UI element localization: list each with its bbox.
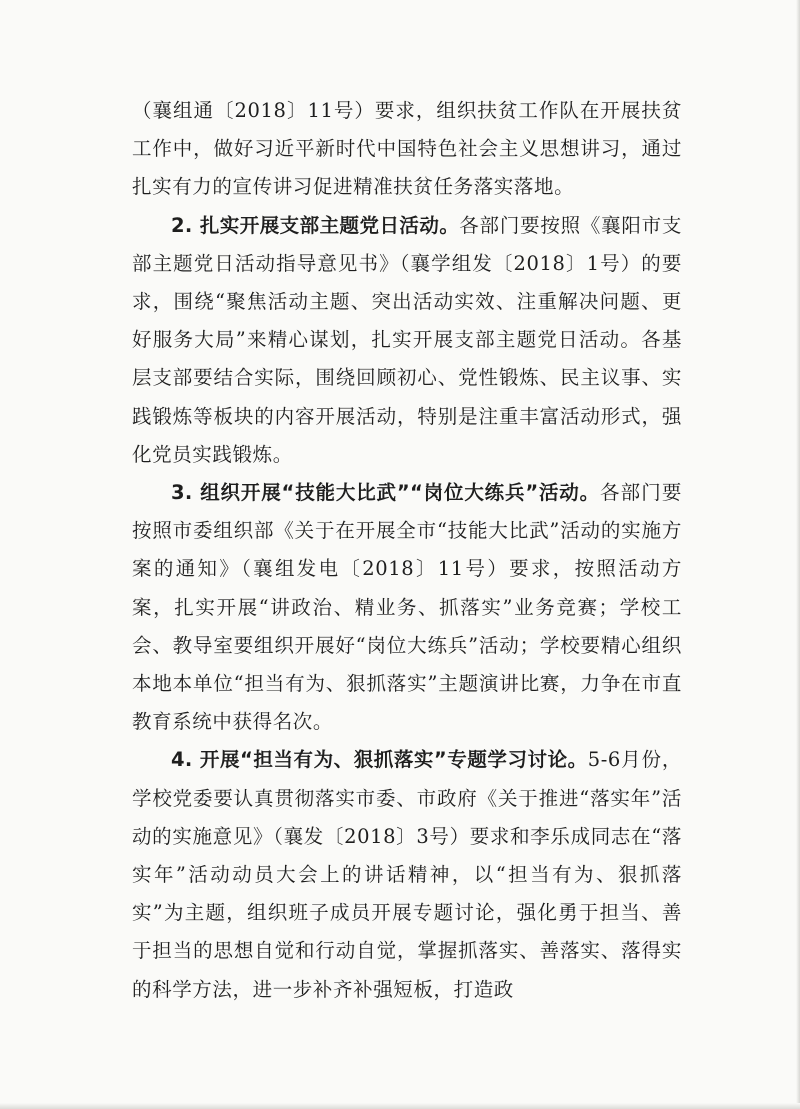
section-2-text: 各部门要按照《襄阳市支部主题党日活动指导意见书》（襄学组发〔2018〕1号）的要求，围绕“聚焦活动主题、突出活动实效、注重解决问题、更好服务大局”来精心谋划，扎实开展支部主题党日活动。各基层支部要结合实际，围绕回顾初心、党性锻炼、民主议事、实践锻炼等板块的内容开展活动，特别是注重丰富活动形式，强化党员实践锻炼。 [132,213,682,466]
section-2-heading: 2. 扎实开展支部主题党日活动。 [171,213,460,237]
paragraph-section-3 [132,474,682,741]
paragraph-text: （襄组通〔2018〕11号）要求，组织扶贫工作队在开展扶贫工作中，做好习近平新时代中国特色社会主义思想讲习，通过扎实有力的宣传讲习促进精准扶贫任务落实落地。 [132,99,682,199]
section-3-heading: 3. 组织开展“技能大比武”“岗位大练兵”活动。 [171,481,600,505]
paragraph-section-4 [132,741,682,1008]
page-edge-right [796,0,800,1109]
paragraph-continuation [132,92,682,207]
page-edge-bottom [0,1103,800,1109]
section-3-text: 各部门要按照市委组织部《关于在开展全市“技能大比武”活动的实施方案的通知》（襄组发电〔2018〕11号）要求，按照活动方案，扎实开展“讲政治、精业务、抓落实”业务竞赛；学校工会、教导室要组织开展好“岗位大练兵”活动；学校要精心组织本地本单位“担当有为、狠抓落实”主题演讲比赛，力争在市直教育系统中获得名次。 [132,481,682,734]
section-4-text: 5-6月份，学校党委要认真贯彻落实市委、市政府《关于推进“落实年”活动的实施意见》（襄发〔2018〕3号）要求和李乐成同志在“落实年”活动动员大会上的讲话精神，以“担当有为、狠抓落实”为主题，组织班子成员开展专题讨论，强化勇于担当、善于担当的思想自觉和行动自觉，掌握抓落实、善落实、落得实的科学方法，进一步补齐补强短板，打造政 [132,748,682,1001]
paragraph-section-2 [132,207,682,474]
section-4-heading: 4. 开展“担当有为、狠抓落实”专题学习讨论。 [171,748,588,772]
document-body [132,92,682,1009]
